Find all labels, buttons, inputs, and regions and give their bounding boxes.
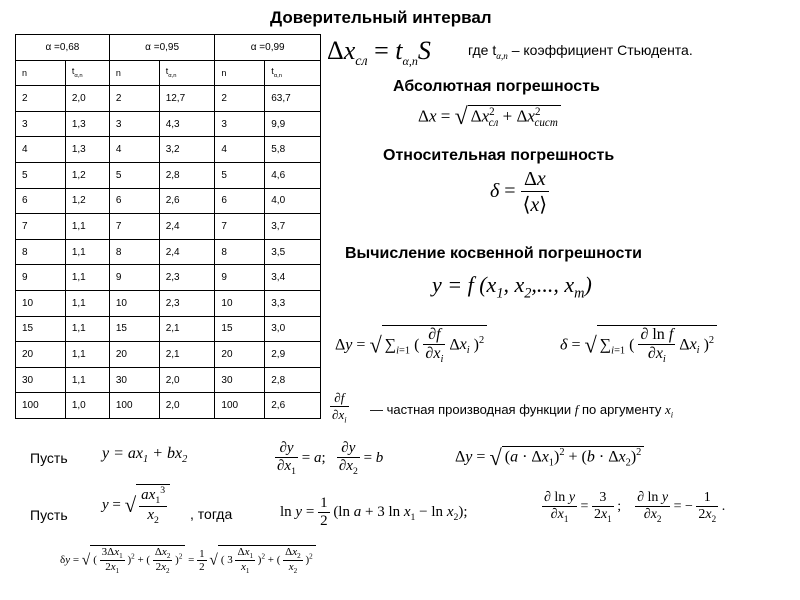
- cell-t: 1,3: [65, 111, 109, 137]
- cell-n: 100: [109, 393, 159, 419]
- cell-t: 2,0: [159, 367, 215, 393]
- cell-n: 6: [215, 188, 265, 214]
- cell-t: 3,2: [159, 137, 215, 163]
- formula-indirect-rel: δ = √ $\sum_{i=1}$ ( $\frac{\text{∂ ln f}}{\partial x_i}$ $\Delta x_i$ )$^2$: [560, 325, 717, 365]
- cell-t: 4,0: [265, 188, 321, 214]
- cell-n: 2: [215, 86, 265, 112]
- cell-n: 15: [109, 316, 159, 342]
- table-row: [16, 111, 321, 137]
- cell-n: 30: [109, 367, 159, 393]
- cell-t: 3,0: [265, 316, 321, 342]
- abs-error-heading: Абсолютная погрешность: [393, 78, 600, 95]
- cell-n: 5: [109, 162, 159, 188]
- table-row: [16, 265, 321, 291]
- cell-n: 9: [109, 265, 159, 291]
- table-row: [16, 86, 321, 112]
- indirect-error-heading: Вычисление косвенной погрешности: [345, 245, 643, 262]
- student-note: где $t_{\alpha,n}$ – коэффициент Стьюдента.: [468, 42, 693, 61]
- cell-n: 10: [16, 290, 66, 316]
- formula-example2: y = √ $\frac{ax_1^3}{x_2}$: [102, 484, 170, 526]
- cell-n: 10: [215, 290, 265, 316]
- cell-n: 15: [16, 316, 66, 342]
- cell-t: 1,1: [65, 290, 109, 316]
- cell-t: 3,3: [265, 290, 321, 316]
- cell-n: 4: [16, 137, 66, 163]
- cell-t: 4,3: [159, 111, 215, 137]
- cell-n: 3: [16, 111, 66, 137]
- cell-n: 8: [109, 239, 159, 265]
- let2-label: Пусть: [30, 507, 68, 523]
- cell-t: 2,6: [265, 393, 321, 419]
- cell-t: 2,1: [159, 316, 215, 342]
- cell-t: 1,1: [65, 265, 109, 291]
- cell-n: 5: [215, 162, 265, 188]
- cell-t: 3,5: [265, 239, 321, 265]
- cell-n: 2: [16, 86, 66, 112]
- page-title: Доверительный интервал: [270, 8, 492, 27]
- cell-n: 6: [109, 188, 159, 214]
- formula-random-error: $\Delta x_{сл} = t_{\alpha,n}S$: [327, 36, 431, 70]
- cell-n: 4: [109, 137, 159, 163]
- cell-t: 4,6: [265, 162, 321, 188]
- table-header-row: [16, 35, 321, 61]
- table-row: [16, 162, 321, 188]
- cell-n: 7: [215, 214, 265, 240]
- table-row: [16, 214, 321, 240]
- cell-t: 9,9: [265, 111, 321, 137]
- cell-t: 1,3: [65, 137, 109, 163]
- formula-example2-log: ln y = $\frac{1}{2}$ (ln a + 3 $\ln x_1 - \ln x_2$);: [280, 495, 468, 529]
- cell-n: 10: [109, 290, 159, 316]
- cell-n: 20: [109, 342, 159, 368]
- cell-t: 2,4: [159, 239, 215, 265]
- subheader-t: $t_{\alpha,n}$: [159, 60, 215, 86]
- header-alpha-095: α =0,95: [109, 35, 215, 61]
- cell-t: 1,1: [65, 239, 109, 265]
- formula-indirect-abs: Δy = √ $\sum_{i=1}$ ( $\frac{\partial f}{\partial x_i}$ $\Delta x_i$ )$^2$: [335, 325, 487, 365]
- cell-t: 1,1: [65, 367, 109, 393]
- cell-n: 3: [109, 111, 159, 137]
- cell-t: 1,2: [65, 162, 109, 188]
- formula-rel-error: δ = $\frac{\Delta x}{⟨x⟩}$: [490, 168, 548, 216]
- cell-t: 2,3: [159, 290, 215, 316]
- cell-t: 2,3: [159, 265, 215, 291]
- cell-t: 1,1: [65, 342, 109, 368]
- cell-n: 100: [16, 393, 66, 419]
- cell-t: 1,2: [65, 188, 109, 214]
- formula-example2-partials: $\frac{\text{∂ ln y}}{\partial x_1}$ = $\frac{3}{2x_1}$ ; $\frac{\text{∂ ln y}}{\partial x_2}$ = − $\frac{1}{2x_2}$ .: [544, 490, 726, 524]
- cell-t: 2,8: [265, 367, 321, 393]
- table-row: [16, 290, 321, 316]
- formula-partial-symbol: $\frac{\partial f}{\partial x_i}$: [332, 390, 347, 425]
- let1-label: Пусть: [30, 450, 68, 466]
- cell-n: 100: [215, 393, 265, 419]
- student-table: [15, 34, 321, 419]
- cell-t: 1,1: [65, 214, 109, 240]
- cell-t: 2,0: [65, 86, 109, 112]
- cell-t: 3,4: [265, 265, 321, 291]
- cell-t: 2,1: [159, 342, 215, 368]
- formula-example2-error: δy = √ ( $\frac{3\Delta x_1}{2x_1}$ )$^2$ + ( $\frac{\Delta x_2}{2x_2}$ )$^2$ = $\frac{1}{2}$ √ ( 3 $\frac{\Delta x_1}{x_1}$ )$^2$ + ( $\frac{\Delta x_2}{x_2}$ )$^2$: [60, 545, 316, 575]
- cell-n: 8: [215, 239, 265, 265]
- cell-n: 30: [16, 367, 66, 393]
- table-row: [16, 316, 321, 342]
- cell-n: 15: [215, 316, 265, 342]
- cell-t: 3,7: [265, 214, 321, 240]
- cell-n: 4: [215, 137, 265, 163]
- cell-t: 2,9: [265, 342, 321, 368]
- subheader-t: $t_{\alpha,n}$: [65, 60, 109, 86]
- cell-t: 2,6: [159, 188, 215, 214]
- formula-example1: $y = ax_1 + bx_2$: [102, 445, 188, 466]
- subheader-n: n: [16, 60, 66, 86]
- then-label: , тогда: [190, 506, 233, 522]
- cell-n: 2: [109, 86, 159, 112]
- cell-n: 20: [16, 342, 66, 368]
- cell-t: 63,7: [265, 86, 321, 112]
- formula-example1-error: Δy = √ $(a \cdot \Delta x_1)^2 + (b \cdot \Delta x_2)^2$: [455, 445, 644, 471]
- cell-t: 5,8: [265, 137, 321, 163]
- partial-note: — частная производная функции f по аргументу $x_i$: [370, 402, 674, 420]
- formula-function: y = f ($x_1$, $x_2$,..., $x_m$): [432, 272, 592, 302]
- table-row: [16, 342, 321, 368]
- cell-n: 7: [109, 214, 159, 240]
- cell-t: 1,1: [65, 316, 109, 342]
- cell-n: 30: [215, 367, 265, 393]
- header-alpha-068: α =0,68: [16, 35, 110, 61]
- cell-t: 2,8: [159, 162, 215, 188]
- subheader-n: n: [109, 60, 159, 86]
- cell-n: 9: [16, 265, 66, 291]
- table-row: [16, 367, 321, 393]
- table-row: [16, 137, 321, 163]
- subheader-n: n: [215, 60, 265, 86]
- formula-abs-error: Δx = √ $\Delta x^2_{сл} + \Delta x^2_{сист}$: [418, 104, 561, 131]
- cell-t: 12,7: [159, 86, 215, 112]
- cell-n: 8: [16, 239, 66, 265]
- cell-n: 5: [16, 162, 66, 188]
- cell-n: 6: [16, 188, 66, 214]
- table-row: [16, 393, 321, 419]
- cell-n: 7: [16, 214, 66, 240]
- table-row: [16, 239, 321, 265]
- table-row: [16, 188, 321, 214]
- cell-t: 1,0: [65, 393, 109, 419]
- cell-n: 3: [215, 111, 265, 137]
- header-alpha-099: α =0,99: [215, 35, 321, 61]
- cell-n: 9: [215, 265, 265, 291]
- rel-error-heading: Относительная погрешность: [383, 147, 615, 164]
- cell-n: 20: [215, 342, 265, 368]
- subheader-t: $t_{\alpha,n}$: [265, 60, 321, 86]
- cell-t: 2,4: [159, 214, 215, 240]
- formula-example1-partials: $\frac{\partial y}{\partial x_1}$ = a; $\frac{\partial y}{\partial x_2}$ = b: [277, 440, 384, 477]
- table-subheader-row: [16, 60, 321, 86]
- cell-t: 2,0: [159, 393, 215, 419]
